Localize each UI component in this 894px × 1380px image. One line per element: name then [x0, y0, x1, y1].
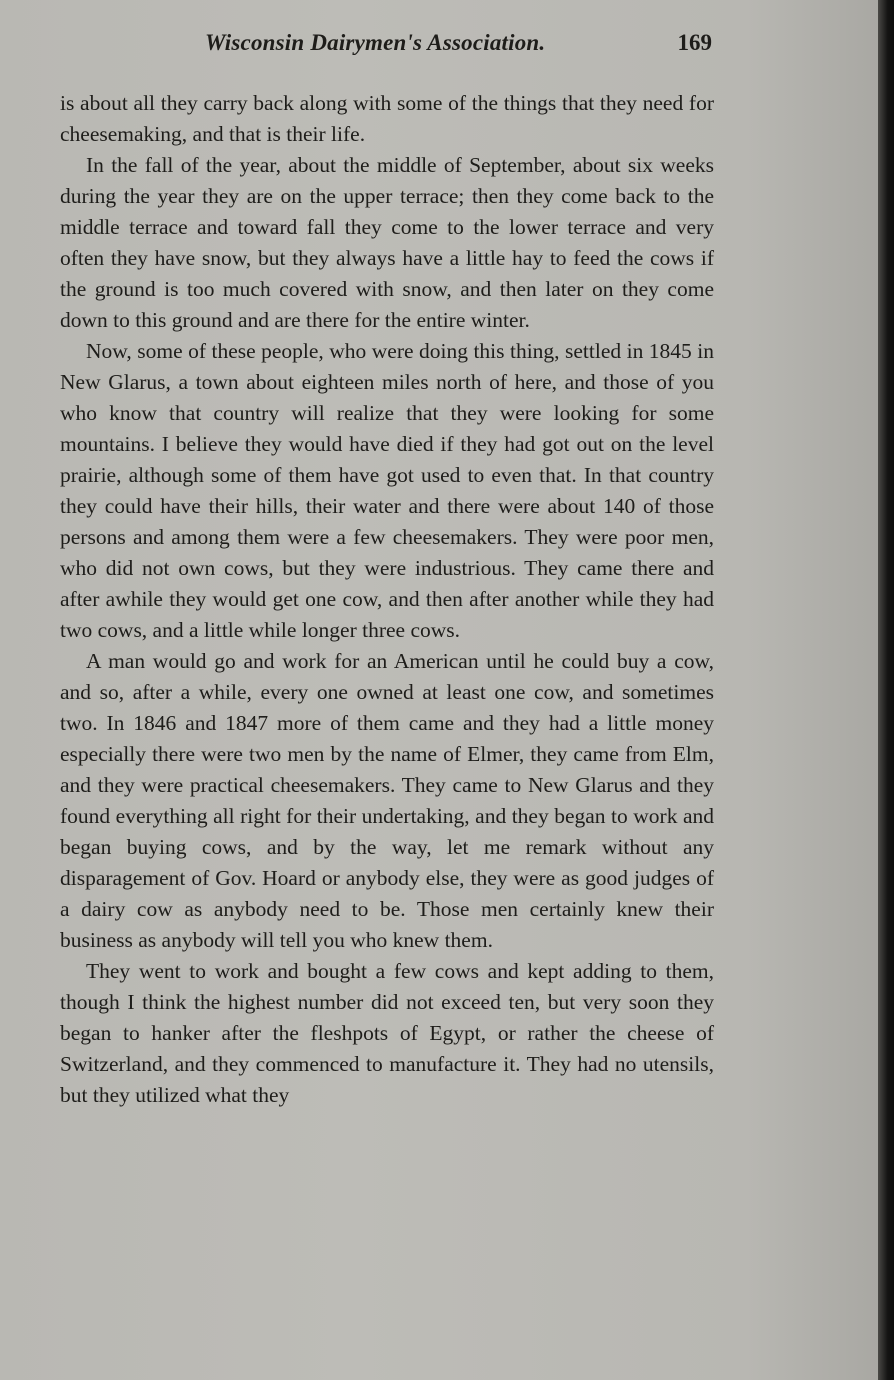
paragraph: In the fall of the year, about the middle of September, about six weeks during the year they are on the upper terrace; then they come back to the middle terrace and toward fall they come to the lower terrace and very often they have snow, but they always have a little hay to feed the cows if the ground is too much covered with snow, and then later on they come down to this ground and are there for the entire winter.: [60, 153, 714, 332]
paragraph: A man would go and work for an American until he could buy a cow, and so, after a while, every one owned at least one cow, and sometimes two. In 1846 and 1847 more of them came and they had a little money especially there were two men by the name of Elmer, they came from Elm, and they were practical cheesemakers. They came to New Glarus and they found everything all right for their undertaking, and they began to work and began buying cows, and by the way, let me remark without any disparagement of Gov. Hoard or anybody else, they were as good judges of a dairy cow as anybody need to be. Those men certainly knew their business as anybody will tell you who knew them.: [60, 649, 714, 952]
body-text: [60, 88, 714, 1111]
paragraph: They went to work and bought a few cows and kept adding to them, though I think the highest number did not exceed ten, but very soon they began to hanker after the fleshpots of Egypt, or rather the cheese of Switzerland, and they commenced to manufacture it. They had no utensils, but they utilized what they: [60, 959, 714, 1107]
page-number: 169: [677, 30, 712, 55]
running-head: [60, 30, 712, 66]
paragraph: is about all they carry back along with some of the things that they need for cheesemaking, and that is their life.: [60, 91, 714, 146]
page-binding-edge: [878, 0, 894, 1380]
paragraph: Now, some of these people, who were doing this thing, settled in 1845 in New Glarus, a town about eighteen miles north of here, and those of you who know that country will realize that they were looking for some mountains. I believe they would have died if they had got out on the level prairie, although some of them have got used to even that. In that country they could have their hills, their water and there were about 140 of those persons and among them were a few cheesemakers. They were poor men, who did not own cows, but they were industrious. They came there and after awhile they would get one cow, and then after another while they had two cows, and a little while longer three cows.: [60, 339, 714, 642]
running-title: Wisconsin Dairymen's Association.: [205, 30, 546, 55]
